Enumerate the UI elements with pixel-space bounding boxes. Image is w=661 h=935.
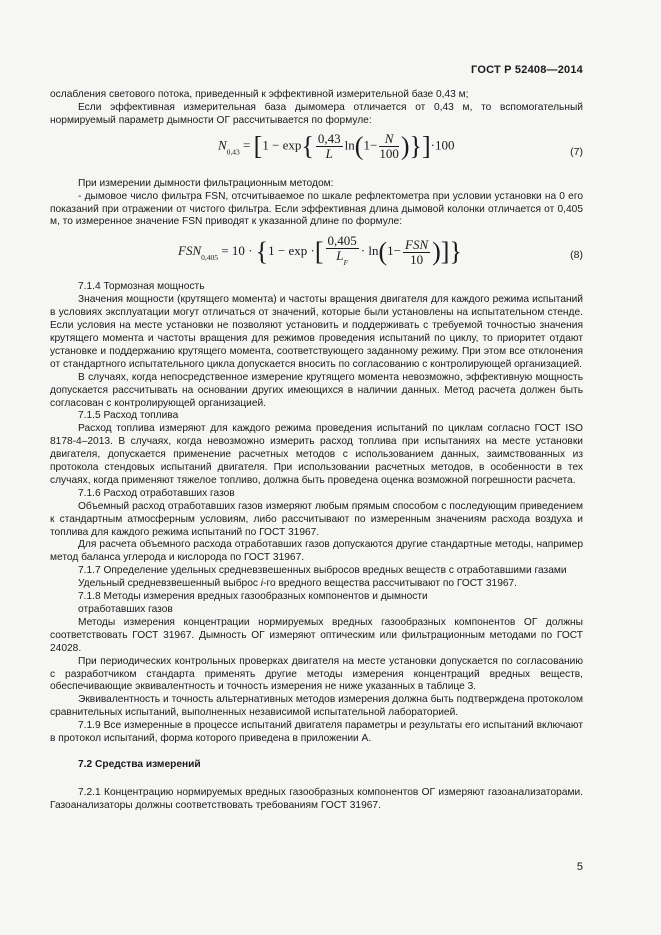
formula-symbol: − bbox=[369, 137, 378, 153]
formula-number: (8) bbox=[570, 249, 583, 262]
formula-denominator: L bbox=[325, 145, 333, 161]
subsection-title: 7.1.4 Тормозная мощность bbox=[78, 281, 205, 293]
formula-symbol: − bbox=[272, 137, 280, 153]
formula-numerator: N bbox=[379, 132, 399, 147]
formula-number: (7) bbox=[570, 145, 583, 158]
formula-8 bbox=[50, 229, 583, 281]
paragraph: Методы измерения концентрации нормируемых вредных газообразных компонентов ОГ должны соответствовать ГОСТ 31967. Дымность ОГ измеряют оптическим или фильтрационным методами по ГОСТ 24028. bbox=[50, 616, 583, 654]
paragraph: Объемный расход отработавших газов измеряют любым прямым способом с последующим приведением к стандартным атмосферным условиям, либо рассчитывают по измеренным значениям расхода воздуха и топлива для каждого режима испытаний по ГОСТ 31967. bbox=[50, 500, 583, 538]
paragraph: Эквивалентность и точность альтернативных методов измерения должна быть подтверждена протоколом сравнительных испытаний, выполненных независимой испытательной лабораторией. bbox=[50, 694, 583, 719]
paragraph: Если эффективная измерительная база дымомера отличается от 0,43 м, то вспомогательный нормируемый параметр дымности ОГ рассчитывается по формуле: bbox=[50, 101, 583, 126]
text-run: i bbox=[260, 578, 264, 590]
formula-symbol: 1 bbox=[262, 137, 269, 153]
formula-bracket: ) bbox=[432, 237, 441, 267]
formula-subscript: 0,405 bbox=[201, 253, 218, 263]
formula-denominator: 10 bbox=[410, 251, 424, 267]
formula-symbol: 1 bbox=[387, 243, 394, 259]
formula-bracket: ) bbox=[400, 131, 410, 161]
formula-symbol: 1 bbox=[268, 243, 275, 259]
formula-symbol: L bbox=[336, 248, 344, 264]
subsection-title: 7.1.8 Методы измерения вредных газообразных компонентов и дымности bbox=[78, 591, 428, 603]
formula-fraction bbox=[316, 132, 343, 161]
subsection-title: 7.1.5 Расход топлива bbox=[78, 410, 179, 422]
formula-bracket: } bbox=[449, 237, 462, 267]
formula-7 bbox=[50, 128, 583, 178]
paragraph: Значения мощности (крутящего момента) и частоты вращения двигателя для каждого режима испытаний в условиях эксплуатации могут отличаться от значений, которые были установлены на испытательном стенде. Если условия на месте установки не позволяют установить и поддерживать с требуемой точностью значения крутящего момента и частоты вращения для режимов проведения испытаний по циклу, то приоритет отдают установке и поддержанию крутящего момента, соответствующего заданному режиму. При этом все отклонения от стандартного испытательного цикла допускается вносить по согласованию с контролирующей организацией. bbox=[50, 294, 583, 370]
paragraph: 7.2.1 Концентрацию нормируемых вредных газообразных компонентов ОГ измеряют газоанализаторами. Газоанализаторы должны соответствовать требованиям ГОСТ 31967. bbox=[50, 786, 583, 811]
subsection-title-continued: отработавших газов bbox=[78, 604, 173, 615]
formula-bracket: ] bbox=[440, 237, 450, 267]
document-body bbox=[50, 89, 583, 813]
formula-symbol: = 10 · bbox=[221, 243, 253, 259]
formula-denominator bbox=[326, 249, 359, 270]
formula-subscript: 0,43 bbox=[226, 147, 240, 157]
section-title: 7.2 Средства измерений bbox=[78, 758, 201, 770]
formula-fraction bbox=[403, 238, 430, 267]
paragraph: 7.1.9 Все измеренные в процессе испытаний двигателя параметры и результаты его испытаний включают в протокол испытаний, форма которого приведена в приложении А. bbox=[50, 720, 583, 745]
formula-bracket: ] bbox=[421, 131, 431, 161]
formula-bracket: ( bbox=[378, 237, 388, 267]
formula-bracket: { bbox=[301, 131, 314, 161]
formula-symbol: − bbox=[277, 243, 286, 259]
paragraph: - дымовое число фильтра FSN, отсчитываемое по шкале рефлектометра при условии установки на 0 его показаний при отражении от чистого фильтра. Если эффективная длина дымовой колонки отличается от 0,405 м, то измеренное значение FSN приводят к указанной длине по формуле: bbox=[50, 190, 583, 228]
paragraph: При периодических контрольных проверках двигателя на месте установки допускается по согласованию с разработчиком стандарта применять другие методы измерения концентраций вредных веществ, обеспечивающие эквивалентность и точность измерения не ниже указанных в таблице 3. bbox=[50, 655, 583, 693]
formula-bracket: [ bbox=[253, 131, 263, 161]
formula-symbol: exp bbox=[282, 137, 302, 153]
text-run: -го вредного вещества рассчитывают по ГОСТ 31967. bbox=[263, 578, 518, 590]
formula-symbol: FSN bbox=[178, 243, 202, 259]
formula-8-expression bbox=[178, 234, 462, 270]
paragraph: При измерении дымности фильтрационным методом: bbox=[78, 177, 334, 189]
formula-fraction bbox=[326, 234, 359, 270]
formula-symbol: = bbox=[243, 137, 251, 153]
formula-fraction bbox=[379, 132, 399, 161]
formula-bracket: ( bbox=[354, 131, 364, 161]
formula-symbol: · ln bbox=[360, 243, 379, 259]
formula-symbol: − bbox=[393, 243, 401, 259]
subsection-title: 7.1.7 Определение удельных средневзвешенных выбросов вредных веществ с отработавшими газами bbox=[78, 565, 567, 577]
paragraph: Для расчета объемного расхода отработавших газов допускаются другие стандартные методы, например метод баланса углерода и кислорода по ГОСТ 31967. bbox=[50, 539, 583, 564]
formula-7-expression bbox=[218, 132, 454, 161]
paragraph: Расход топлива измеряют для каждого режима проведения испытаний по циклам согласно ГОСТ ISO 8178-4–2013. В случаях, когда невозможно измерить расход топлива при испытаниях на месте установки двигателя, допускается применение расчетных методов с использованием данных, заимствованных из протокола стендовых испытаний двигателя. При использовании расчетных методов, в особенности в тех случаях, когда применяют тяжелое топливо, должна быть проведена оценка возможной погрешности расчета. bbox=[50, 423, 583, 486]
formula-symbol: 1 bbox=[363, 137, 370, 153]
document-header: ГОСТ Р 52408—2014 bbox=[471, 64, 583, 76]
page-number: 5 bbox=[576, 861, 583, 873]
formula-denominator: 100 bbox=[379, 145, 399, 161]
formula-symbol: exp · bbox=[288, 243, 315, 259]
paragraph: ослабления светового потока, приведенный к эффективной измерительной базе 0,43 м; bbox=[50, 89, 469, 100]
formula-numerator: 0,43 bbox=[317, 130, 341, 146]
formula-symbol: N bbox=[218, 137, 227, 153]
paragraph: В случаях, когда непосредственное измерение крутящего момента невозможно, эффективную мощность допускается рассчитывать на основании других имеющихся в наличии данных. Метод расчета должен быть согласован с контролирующей организацией. bbox=[50, 371, 583, 409]
formula-symbol: ·100 bbox=[430, 137, 455, 153]
formula-bracket: { bbox=[255, 237, 269, 267]
formula-bracket: [ bbox=[314, 237, 324, 267]
subsection-title: 7.1.6 Расход отработавших газов bbox=[78, 487, 235, 499]
formula-bracket: } bbox=[409, 131, 422, 161]
formula-numerator: FSN bbox=[405, 236, 429, 252]
paragraph bbox=[50, 578, 583, 591]
text-run: Удельный средневзвешенный выброс bbox=[78, 578, 261, 590]
formula-subscript: F bbox=[343, 258, 349, 268]
formula-numerator: 0,405 bbox=[327, 233, 357, 249]
formula-symbol: ln bbox=[344, 137, 355, 153]
